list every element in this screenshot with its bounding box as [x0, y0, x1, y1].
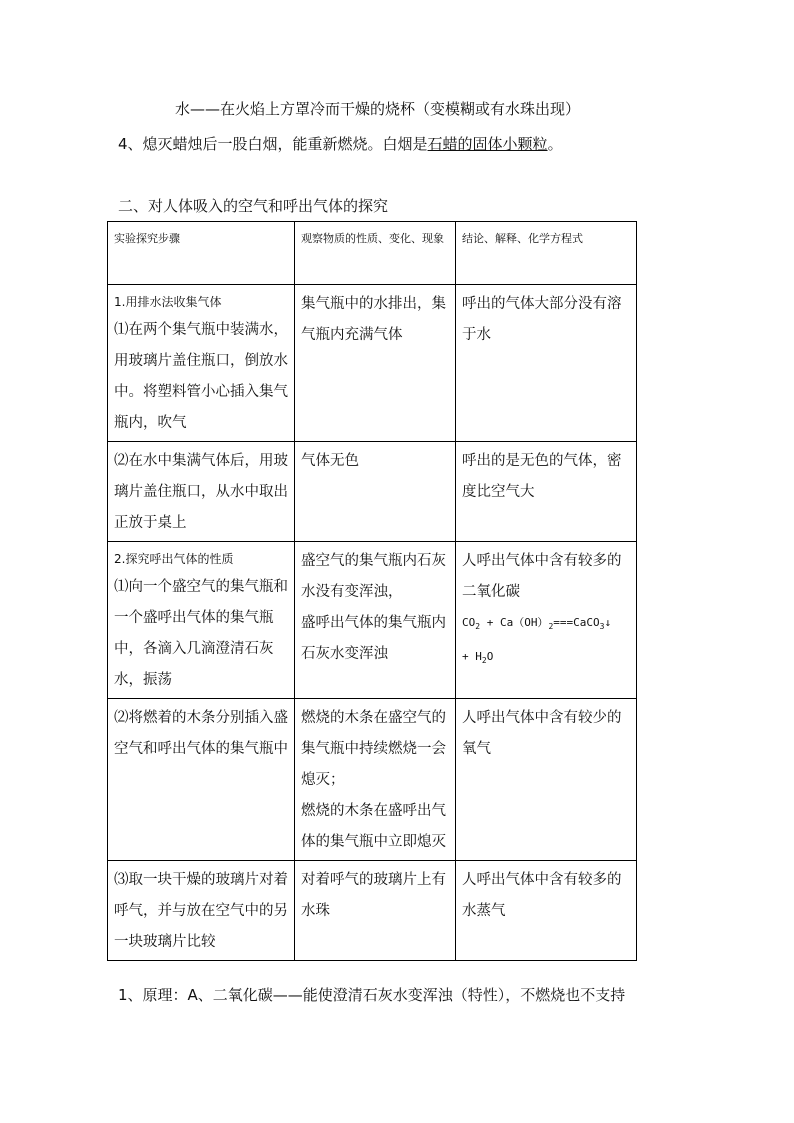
precipitate-arrow-icon: ↓: [604, 616, 612, 629]
experiment-table: [107, 221, 637, 961]
conclusion-cell: 呼出的是无色的气体，密度比空气大: [456, 442, 637, 542]
header-steps: 实验探究步骤: [108, 222, 295, 285]
section-2-title: 二、对人体吸入的空气和呼出气体的探究: [118, 197, 389, 215]
table-row: [108, 285, 637, 442]
conclusion-text: 人呼出气体中含有较多的二氧化碳: [462, 553, 622, 600]
item-4-suffix: 。: [547, 135, 563, 153]
header-observation: 观察物质的性质、变化、现象: [295, 222, 456, 285]
eq-caoh: + Ca（OH）: [480, 616, 549, 629]
table-row: [108, 542, 637, 699]
conclusion-cell: 人呼出气体中含有较多的水蒸气: [456, 861, 637, 961]
step-text: ⑴在两个集气瓶中装满水，用玻璃片盖住瓶口，倒放水中。将塑料管小心插入集气瓶内，吹气: [114, 322, 288, 431]
table-header-row: [108, 222, 637, 285]
observation-b: 盛呼出气体的集气瓶内石灰水变浑浊: [301, 615, 446, 662]
observation-cell: [295, 699, 456, 861]
eq-co2-sub: 2: [475, 622, 481, 632]
eq-o: O: [486, 650, 494, 664]
table-row: [108, 442, 637, 542]
step-cell: ⑵在水中集满气体后，用玻璃片盖住瓶口，从水中取出正放于桌上: [108, 442, 295, 542]
step-cell: [108, 542, 295, 699]
chemical-equation: [462, 608, 630, 642]
eq-arrow: ===CaCO: [553, 616, 600, 629]
header-conclusion: 结论、解释、化学方程式: [456, 222, 637, 285]
principle-line: 1、原理：A、二氧化碳——能使澄清石灰水变浑浊（特性），不燃烧也不支持: [118, 986, 626, 1004]
conclusion-cell: 人呼出气体中含有较少的氧气: [456, 699, 637, 861]
step-cell: ⑶取一块干燥的玻璃片对着呼气，并与放在空气中的另一块玻璃片比较: [108, 861, 295, 961]
eq-caoh-sub: 2: [548, 622, 554, 632]
observation-cell: 对着呼气的玻璃片上有水珠: [295, 861, 456, 961]
conclusion-cell: [456, 542, 637, 699]
eq-h2o-sub: 2: [481, 656, 487, 666]
conclusion-cell: 呼出的气体大部分没有溶于水: [456, 285, 637, 442]
water-line: 水——在火焰上方罩冷而干燥的烧杯（变模糊或有水珠出现）: [175, 100, 581, 118]
item-4: [118, 133, 563, 154]
step-title: 2.探究呼出气体的性质: [114, 552, 234, 566]
observation-cell: [295, 542, 456, 699]
step-title: 1.用排水法收集气体: [114, 295, 222, 309]
item-4-underlined: 石蜡的固体小颗粒: [427, 135, 548, 153]
observation-a: 燃烧的木条在盛空气的集气瓶中持续燃烧一会熄灭；: [301, 710, 446, 788]
observation-cell: 集气瓶中的水排出，集气瓶内充满气体: [295, 285, 456, 442]
observation-cell: 气体无色: [295, 442, 456, 542]
eq-h2o: + H: [462, 650, 482, 664]
table-row: [108, 861, 637, 961]
step-cell: [108, 285, 295, 442]
step-cell: ⑵将燃着的木条分别插入盛空气和呼出气体的集气瓶中: [108, 699, 295, 861]
eq-caco3-sub: 3: [599, 622, 605, 632]
observation-b: 燃烧的木条在盛呼出气体的集气瓶中立即熄灭: [301, 803, 446, 850]
eq-co2: CO: [462, 616, 476, 629]
observation-a: 盛空气的集气瓶内石灰水没有变浑浊，: [301, 553, 446, 600]
table-row: [108, 699, 637, 861]
item-4-prefix: 4、熄灭蜡烛后一股白烟，能重新燃烧。白烟是: [118, 135, 428, 153]
step-text: ⑴向一个盛空气的集气瓶和一个盛呼出气体的集气瓶中，各滴入几滴澄清石灰水，振荡: [114, 579, 288, 688]
chemical-equation-line-2: [462, 642, 630, 676]
